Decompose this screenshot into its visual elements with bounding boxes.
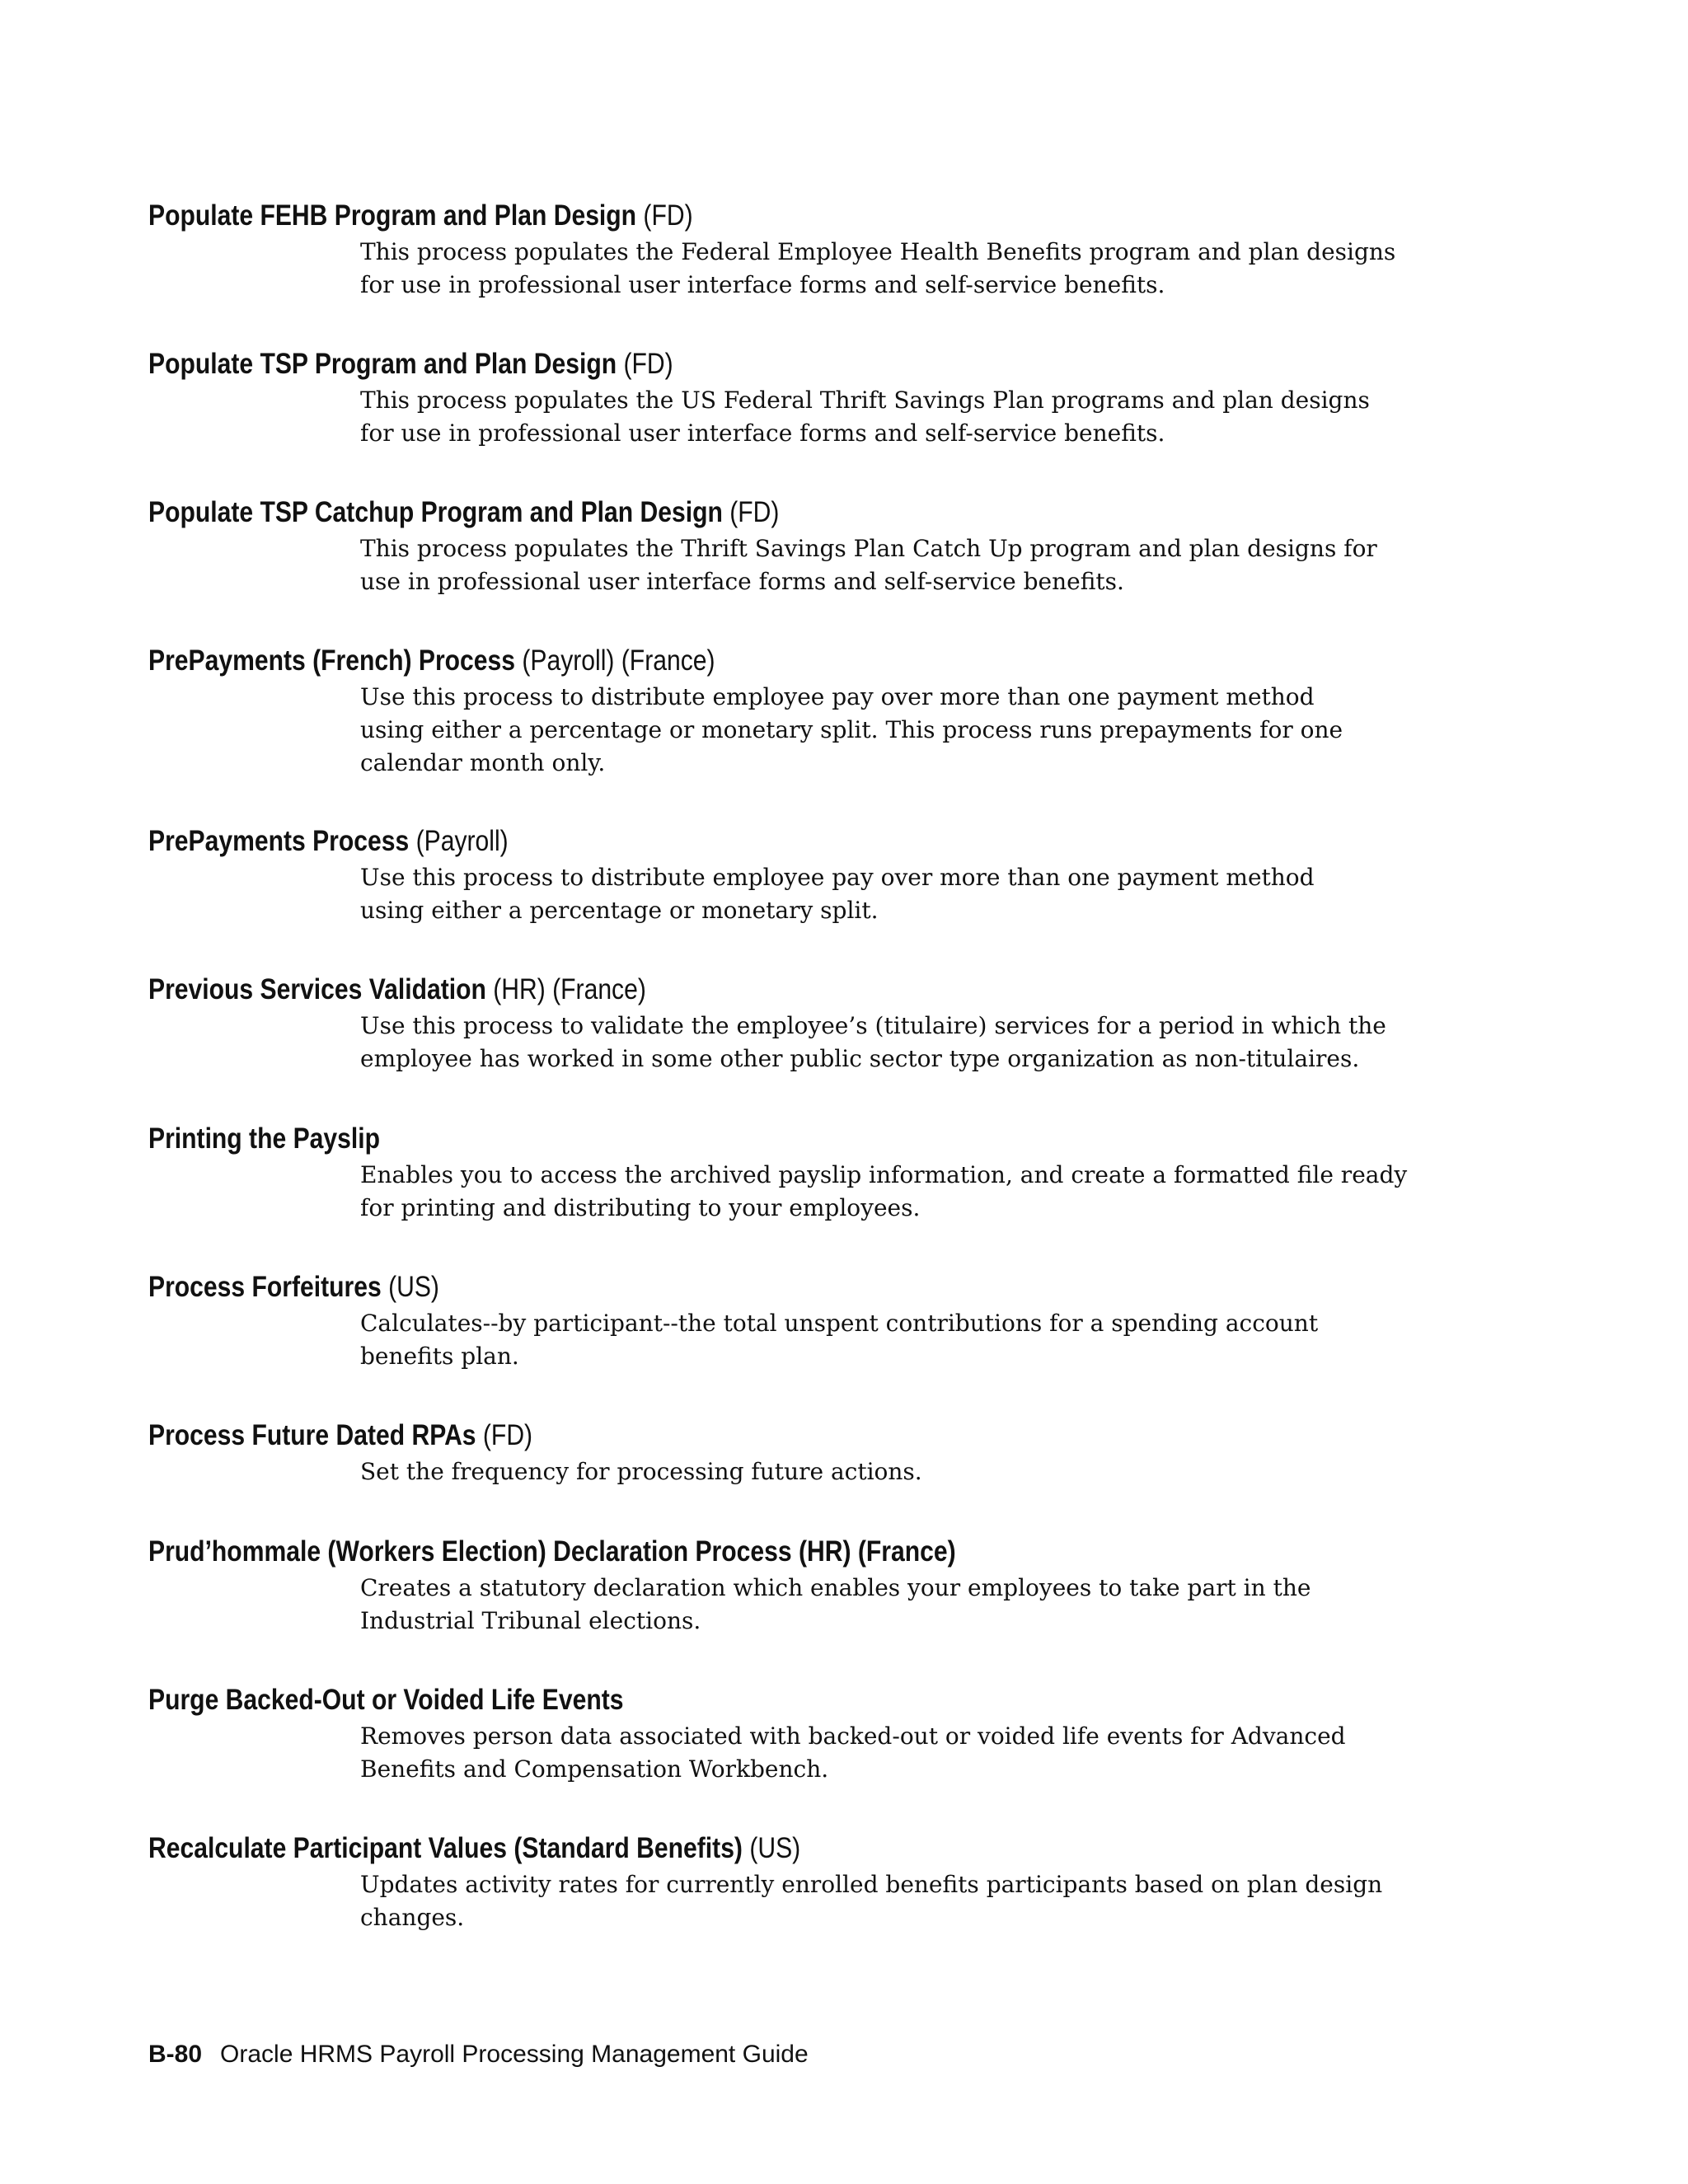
process-qualifier: (Payroll) (France) (515, 644, 715, 677)
process-description: This process populates the Thrift Savings Plan Catch Up program and plan designs for use in professional user interface forms and self-service benefits. (360, 535, 1377, 595)
process-title: Prud’hommale (Workers Election) Declaration Process (HR) (France) (148, 1535, 956, 1568)
process-title: Process Future Dated RPAs (148, 1419, 476, 1451)
process-qualifier: (HR) (France) (485, 973, 646, 1005)
process-title: Recalculate Participant Values (Standard Benefits) (148, 1832, 743, 1864)
process-heading (148, 1535, 956, 1568)
process-description: This process populates the Federal Employee Health Benefits program and plan designs for use in professional user interface forms and self-service benefits. (360, 238, 1396, 298)
process-description: Use this process to distribute employee pay over more than one payment method using either a percentage or monetary split. (360, 864, 1315, 924)
process-title: Purge Backed-Out or Voided Life Events (148, 1684, 624, 1716)
process-description: Calculates--by participant--the total unspent contributions for a spending account benefits plan. (360, 1310, 1319, 1370)
process-title: Process Forfeitures (148, 1271, 382, 1303)
process-description: This process populates the US Federal Thrift Savings Plan programs and plan designs for use in professional user interface forms and self-service benefits. (360, 387, 1370, 447)
process-description: Use this process to validate the employee’s (titulaire) services for a period in which the employee has worked in some other public sector type organization as non-titulaires. (360, 1012, 1386, 1072)
process-description: Use this process to distribute employee pay over more than one payment method using either a percentage or monetary split. This process runs prepayments for one calendar month only. (360, 683, 1343, 776)
page-number: B-80 (148, 2041, 203, 2068)
process-heading (148, 825, 509, 858)
process-heading (148, 973, 646, 1006)
process-description: Creates a statutory declaration which enables your employees to take part in the Industrial Tribunal elections. (360, 1574, 1311, 1634)
process-title: Populate TSP Program and Plan Design (148, 348, 617, 380)
process-heading (148, 496, 779, 529)
process-heading (148, 1684, 623, 1717)
guide-title: Oracle HRMS Payroll Processing Management Guide (220, 2041, 809, 2068)
process-qualifier: (FD) (476, 1419, 533, 1451)
process-title: PrePayments (French) Process (148, 644, 516, 677)
process-description: Set the frequency for processing future actions. (360, 1458, 922, 1485)
process-title: Previous Services Validation (148, 973, 486, 1005)
process-qualifier: (US) (381, 1271, 439, 1303)
process-heading (148, 348, 673, 381)
process-heading (148, 1419, 532, 1452)
process-heading (148, 1122, 380, 1155)
process-heading (148, 1271, 439, 1304)
process-title: Printing the Payslip (148, 1122, 380, 1155)
process-qualifier: (FD) (722, 496, 780, 528)
process-heading (148, 199, 693, 232)
process-title: PrePayments Process (148, 825, 410, 857)
process-description: Updates activity rates for currently enrolled benefits participants based on plan design changes. (360, 1871, 1383, 1931)
process-qualifier: (FD) (636, 199, 693, 232)
process-description: Enables you to access the archived payslip information, and create a formatted file ready for printing and distributing to your employees. (360, 1161, 1408, 1221)
process-heading (148, 644, 715, 677)
process-title: Populate FEHB Program and Plan Design (148, 199, 637, 232)
process-description: Removes person data associated with backed-out or voided life events for Advanced Benefits and Compensation Workbench. (360, 1722, 1346, 1783)
process-title: Populate TSP Catchup Program and Plan Design (148, 496, 723, 528)
process-heading (148, 1832, 800, 1865)
process-qualifier: (US) (742, 1832, 801, 1864)
page-footer (148, 2040, 809, 2069)
process-qualifier: (FD) (617, 348, 673, 380)
process-qualifier: (Payroll) (409, 825, 509, 857)
